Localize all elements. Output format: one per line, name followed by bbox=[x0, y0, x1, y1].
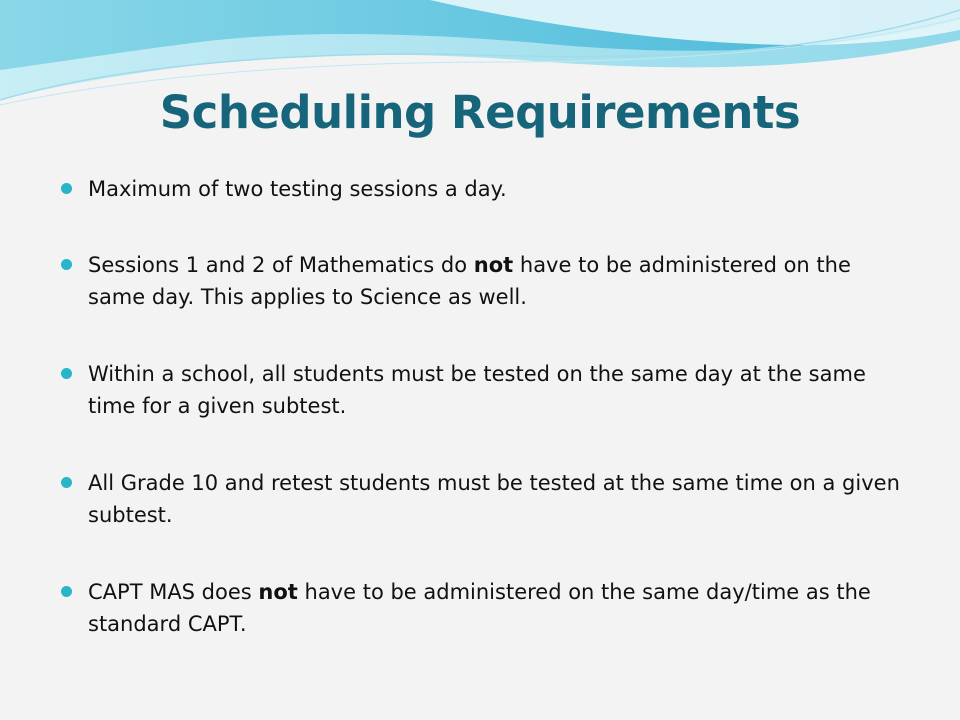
bullet-dot-icon bbox=[61, 477, 72, 488]
list-item: All Grade 10 and retest students must be tested at the same time on a given subtest. bbox=[88, 467, 908, 531]
list-item: Maximum of two testing sessions a day. bbox=[88, 173, 908, 205]
list-item: Within a school, all students must be tested on the same day at the same time for a given subtest. bbox=[88, 358, 908, 422]
slide-title: Scheduling Requirements bbox=[159, 86, 801, 139]
bullet-dot-icon bbox=[61, 259, 72, 270]
list-item: Sessions 1 and 2 of Mathematics do not have to be administered on the same day. This applies to Science as well. bbox=[88, 249, 908, 313]
list-item: CAPT MAS does not have to be administered on the same day/time as the standard CAPT. bbox=[88, 576, 908, 640]
bullet-dot-icon bbox=[61, 183, 72, 194]
bullet-dot-icon bbox=[61, 368, 72, 379]
bullet-dot-icon bbox=[61, 586, 72, 597]
